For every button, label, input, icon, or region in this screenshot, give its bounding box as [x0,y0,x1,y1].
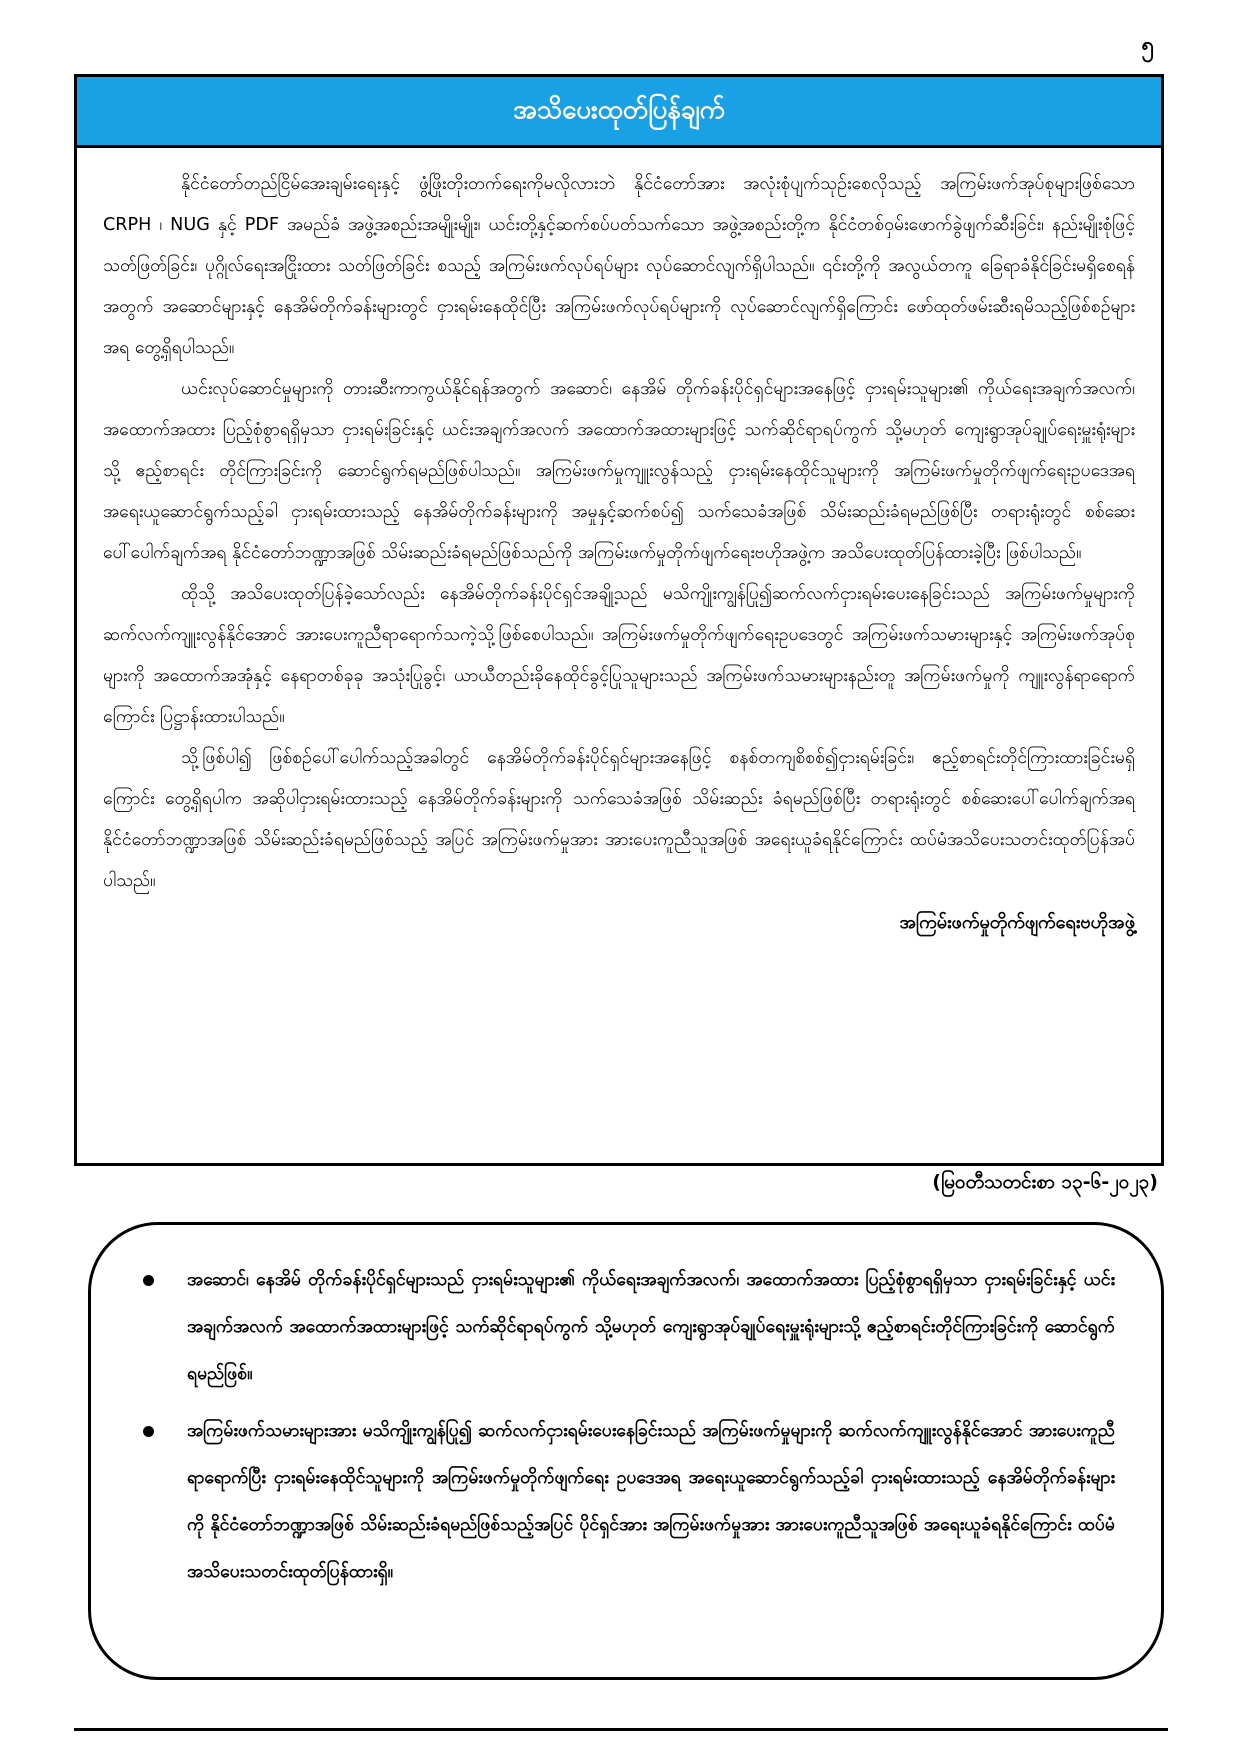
notice-body [77,148,1161,942]
bullet-icon [143,1426,154,1437]
notice-box [74,74,1164,1166]
summary-item-text: အကြမ်းဖက်သမားများအား မသိကျိုးကျွန်ပြု၍ ဆက်လက်ငှားရမ်းပေးနေခြင်းသည် အကြမ်းဖက်မှုများကို ဆက်လက်ကျူးလွန်နိုင်အောင် အားပေးကူညီရာရောက်ပြီး ငှားရမ်းနေထိုင်သူများကို အကြမ်းဖက်မှုတိုက်ဖျက်ရေး ဥပဒေအရ အရေးယူဆောင်ရွက်သည့်ခါ ငှားရမ်းထားသည့် နေအိမ်တိုက်ခန်းများကို နိုင်ငံတော်ဘဏ္ဍာအဖြစ် သိမ်းဆည်းခံရမည်ဖြစ်သည့်အပြင် ပိုင်ရှင်အား အကြမ်းဖက်မှုအား အားပေးကူညီသူအဖြစ် အရေးယူခံရနိုင်ကြောင်း ထပ်မံအသိပေးသတင်းထုတ်ပြန်ထားရှိ။ [187,1421,1115,1582]
notice-paragraph: နိုင်ငံတော်တည်ငြိမ်အေးချမ်းရေးနှင့် ဖွံ့ဖြိုးတိုးတက်ရေးကိုမလိုလားဘဲ နိုင်ငံတော်အား အလုံးစုံပျက်သုဉ်းစေလိုသည့် အကြမ်းဖက်အုပ်စုများဖြစ်သော CRPH ၊ NUG နှင့် PDF အမည်ခံ အဖွဲ့အစည်းအမျိုးမျိုး၊ ယင်းတို့နှင့်ဆက်စပ်ပတ်သက်သော အဖွဲ့အစည်းတို့က နိုင်ငံတစ်ဝှမ်းဖောက်ခွဲဖျက်ဆီးခြင်း၊ နည်းမျိုးစုံဖြင့်သတ်ဖြတ်ခြင်း၊ ပုဂ္ဂိုလ်ရေးအငြိုးထား သတ်ဖြတ်ခြင်း စသည့် အကြမ်းဖက်လုပ်ရပ်များ လုပ်ဆောင်လျက်ရှိပါသည်။ ၎င်းတို့ကို အလွယ်တကူ ခြေရာခံနိုင်ခြင်းမရှိစေရန်အတွက် အဆောင်များနှင့် နေအိမ်တိုက်ခန်းများတွင် ငှားရမ်းနေထိုင်ပြီး အကြမ်းဖက်လုပ်ရပ်များကို လုပ်ဆောင်လျက်ရှိကြောင်း ဖော်ထုတ်ဖမ်းဆီးရမိသည့်ဖြစ်စဉ်များအရ တွေ့ရှိရပါသည်။ [103,174,1135,358]
summary-item [139,1408,1115,1596]
summary-list [139,1257,1115,1596]
page-number: ၅ [1141,33,1154,58]
notice-signature: အကြမ်းဖက်မှုတိုက်ဖျက်ရေးဗဟိုအဖွဲ့ [899,912,1135,933]
bullet-icon [143,1275,154,1286]
source-note: (မြဝတီသတင်းစာ ၁၃-၆-၂၀၂၃) [932,1171,1158,1193]
summary-box [88,1222,1164,1680]
notice-header [77,77,1161,148]
notice-paragraph: ထိုသို့ အသိပေးထုတ်ပြန်ခဲ့သော်လည်း နေအိမ်တိုက်ခန်းပိုင်ရှင်အချို့သည် မသိကျိုးကျွန်ပြု၍ဆက်လက်ငှားရမ်းပေးနေခြင်းသည် အကြမ်းဖက်မှုများကို ဆက်လက်ကျူးလွန်နိုင်အောင် အားပေးကူညီရာရောက်သကဲ့သို့ဖြစ်စေပါသည်။ အကြမ်းဖက်မှုတိုက်ဖျက်ရေးဥပဒေတွင် အကြမ်းဖက်သမားများနှင့် အကြမ်းဖက်အုပ်စုများကို အထောက်အအုံနှင့် နေရာတစ်ခုခု အသုံးပြုခွင့်၊ ယာယီတည်းခိုနေထိုင်ခွင့်ပြုသူများသည် အကြမ်းဖက်သမားများနည်းတူ အကြမ်းဖက်မှုကို ကျူးလွန်ရာရောက်ကြောင်း ပြဋ္ဌာန်းထားပါသည်။ [103,584,1135,727]
footer-rule [74,1728,1168,1731]
notice-title: အသိပေးထုတ်ပြန်ချက် [513,94,725,125]
notice-paragraph: သို့ဖြစ်ပါ၍ ဖြစ်စဉ်ပေါ်ပေါက်သည့်အခါတွင် နေအိမ်တိုက်ခန်းပိုင်ရှင်များအနေဖြင့် စနစ်တကျစိစစ်၍ငှားရမ်းခြင်း၊ ဧည့်စာရင်းတိုင်ကြားထားခြင်းမရှိကြောင်း တွေ့ရှိရပါက အဆိုပါငှားရမ်းထားသည့် နေအိမ်တိုက်ခန်းများကို သက်သေခံအဖြစ် သိမ်းဆည်း ခံရမည်ဖြစ်ပြီး တရားရုံးတွင် စစ်ဆေးပေါ်ပေါက်ချက်အရ နိုင်ငံတော်ဘဏ္ဍာအဖြစ် သိမ်းဆည်းခံရမည်ဖြစ်သည့် အပြင် အကြမ်းဖက်မှုအား အားပေးကူညီသူအဖြစ် အရေးယူခံရနိုင်ကြောင်း ထပ်မံအသိပေးသတင်းထုတ်ပြန်အပ်ပါသည်။ [103,748,1135,891]
notice-paragraph: ယင်းလုပ်ဆောင်မှုများကို တားဆီးကာကွယ်နိုင်ရန်အတွက် အဆောင်၊ နေအိမ် တိုက်ခန်းပိုင်ရှင်များအနေဖြင့် ငှားရမ်းသူများ၏ ကိုယ်ရေးအချက်အလက်၊ အထောက်အထား ပြည့်စုံစွာရရှိမှသာ ငှားရမ်းခြင်းနှင့် ယင်းအချက်အလက် အထောက်အထားများဖြင့် သက်ဆိုင်ရာရပ်ကွက် သို့မဟုတ် ကျေးရွာအုပ်ချုပ်ရေးမှူးရုံးများသို့ ဧည့်စာရင်း တိုင်ကြားခြင်းကို ဆောင်ရွက်ရမည်ဖြစ်ပါသည်။ အကြမ်းဖက်မှုကျူးလွန်သည့် ငှားရမ်းနေထိုင်သူများကို အကြမ်းဖက်မှုတိုက်ဖျက်ရေးဥပဒေအရ အရေးယူဆောင်ရွက်သည့်ခါ ငှားရမ်းထားသည့် နေအိမ်တိုက်ခန်းများကို အမှုနှင့်ဆက်စပ်၍ သက်သေခံအဖြစ် သိမ်းဆည်းခံရမည်ဖြစ်ပြီး တရားရုံးတွင် စစ်ဆေးပေါ်ပေါက်ချက်အရ နိုင်ငံတော်ဘဏ္ဍာအဖြစ် သိမ်းဆည်းခံရမည်ဖြစ်သည်ကို အကြမ်းဖက်မှုတိုက်ဖျက်ရေးဗဟိုအဖွဲ့က အသိပေးထုတ်ပြန်ထားခဲ့ပြီး ဖြစ်ပါသည်။ [103,379,1135,563]
summary-item-text: အဆောင်၊ နေအိမ် တိုက်ခန်းပိုင်ရှင်များသည် ငှားရမ်းသူများ၏ ကိုယ်ရေးအချက်အလက်၊ အထောက်အထား ပြည့်စုံစွာရရှိမှသာ ငှားရမ်းခြင်းနှင့် ယင်းအချက်အလက် အထောက်အထားများဖြင့် သက်ဆိုင်ရာရပ်ကွက် သို့မဟုတ် ကျေးရွာအုပ်ချုပ်ရေးမှူးရုံးများသို့ ဧည့်စာရင်းတိုင်ကြားခြင်းကို ဆောင်ရွက်ရမည်ဖြစ်။ [187,1270,1115,1384]
summary-item [139,1257,1115,1398]
